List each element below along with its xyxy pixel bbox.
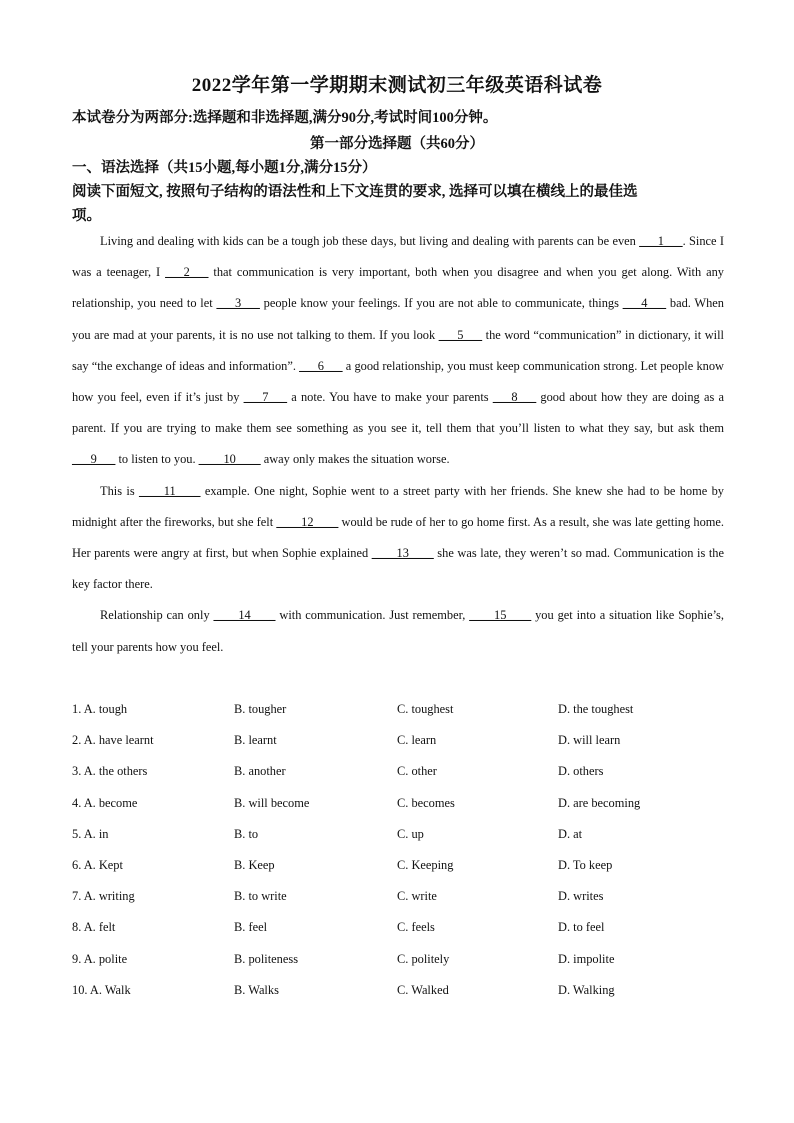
option-c[interactable]: C. Walked	[397, 982, 449, 997]
option-a[interactable]	[72, 920, 234, 935]
question-row	[72, 912, 732, 943]
passage-text: Relationship can only	[100, 608, 214, 623]
option-a[interactable]	[72, 796, 234, 811]
passage-text: people know your feelings. If you are not able to communicate, things	[259, 296, 623, 311]
part-title: 第一部分选择题（共60分）	[310, 136, 484, 152]
option-a[interactable]	[72, 983, 234, 998]
option-d[interactable]: D. others	[558, 764, 604, 779]
answer-blank: ____13____	[371, 546, 434, 561]
option-b[interactable]: B. another	[234, 764, 286, 779]
answer-blank: ____14____	[213, 608, 276, 623]
passage-text: . Since I was a teenager, I	[72, 234, 724, 280]
option-d[interactable]: D. impolite	[558, 951, 615, 966]
option-c[interactable]: C. becomes	[397, 795, 455, 810]
passage-text: she was late, they weren’t so mad. Communication is the key factor there.	[72, 546, 724, 592]
option-d[interactable]: D. at	[558, 826, 583, 841]
question-number: 9. A.	[72, 951, 99, 966]
answer-blank: ___8___	[492, 390, 537, 405]
option-b[interactable]: B. to	[234, 826, 259, 841]
answer-blank: ___7___	[243, 390, 288, 405]
answer-blank: ____15____	[469, 608, 532, 623]
exam-title: 2022学年第一学期期末测试初三年级英语科试卷	[191, 75, 603, 96]
question-number: 3. A.	[72, 764, 99, 779]
option-c[interactable]: C. politely	[397, 951, 450, 966]
passage-text: the word “communication” in dictionary, it will say “the exchange of ideas and information”.	[72, 327, 724, 373]
option-c[interactable]: C. toughest	[397, 702, 454, 717]
option-d[interactable]: D. will learn	[558, 733, 621, 748]
answer-blank: ____10____	[198, 452, 261, 467]
question-number: 4. A.	[72, 795, 99, 810]
option-b[interactable]: B. Walks	[234, 982, 279, 997]
instruction-line-1: 阅读下面短文, 按照句子结构的语法性和上下文连贯的要求, 选择可以填在横线上的最佳选	[72, 184, 638, 200]
question-row	[72, 944, 732, 975]
question-row	[72, 850, 732, 881]
passage-text: to listen to you.	[115, 452, 199, 467]
passage-text: a good relationship, you must keep communication strong. Let people know how you feel, even if it’s just by	[72, 358, 724, 405]
reading-passage	[72, 226, 724, 663]
answer-blank: ____11____	[138, 483, 201, 498]
instruction-line-2: 项。	[72, 208, 101, 224]
option-a-text: in	[98, 826, 109, 841]
answer-blank: ___3___	[216, 296, 260, 311]
answer-blank: ___2___	[165, 265, 209, 280]
option-b[interactable]: B. learnt	[234, 733, 277, 748]
passage-text: with communication. Just remember,	[275, 608, 470, 623]
question-row	[72, 788, 732, 819]
question-number: 5. A.	[72, 826, 99, 841]
answer-options	[72, 694, 732, 1006]
passage-text: Living and dealing with kids can be a tough job these days, but living and dealing with parents can be even	[100, 234, 640, 248]
option-a[interactable]	[72, 733, 234, 748]
option-b[interactable]: B. politeness	[234, 951, 299, 966]
option-a[interactable]	[72, 827, 234, 842]
passage-text: away only makes the situation worse.	[260, 452, 450, 467]
answer-blank: ___4___	[622, 296, 667, 311]
option-a[interactable]	[72, 889, 234, 904]
exam-intro: 本试卷分为两部分:选择题和非选择题,满分90分,考试时间100分钟。	[72, 110, 498, 126]
option-d[interactable]: D. to feel	[558, 920, 605, 935]
passage-paragraph-1	[72, 226, 724, 476]
passage-text: that communication is very important, both when you disagree and when you get along. With any relationship, you need to let	[72, 265, 724, 311]
option-d[interactable]: D. writes	[558, 889, 604, 904]
passage-text: would be rude of her to go home first. As a result, she was late getting home. Her parents were angry at first, but when Sophie explained	[72, 514, 725, 561]
option-c[interactable]: C. write	[397, 889, 437, 904]
question-number: 6. A.	[72, 858, 99, 873]
question-number: 10. A.	[72, 982, 105, 997]
question-row	[72, 819, 732, 850]
passage-text: This is	[100, 483, 139, 498]
question-row	[72, 881, 732, 912]
option-a-text: become	[98, 795, 138, 810]
option-c[interactable]: C. other	[397, 764, 437, 779]
option-d[interactable]: D. the toughest	[558, 702, 634, 717]
option-b[interactable]: B. will become	[234, 795, 310, 810]
passage-text: a note. You have to make your parents	[287, 390, 493, 405]
option-d[interactable]: D. are becoming	[558, 795, 641, 810]
option-a-text: felt	[98, 920, 116, 935]
question-row	[72, 694, 732, 725]
option-a-text: have learnt	[98, 733, 154, 748]
answer-blank: ___1___	[639, 234, 683, 248]
option-a-text: Walk	[104, 982, 131, 997]
option-d[interactable]: D. To keep	[558, 858, 613, 873]
answer-blank: ___6___	[299, 358, 343, 373]
question-row	[72, 975, 732, 1006]
question-row	[72, 756, 732, 787]
option-a-text: polite	[98, 951, 128, 966]
passage-paragraph-2	[72, 476, 724, 601]
option-b[interactable]: B. feel	[234, 920, 268, 935]
passage-text: bad. When you are mad at your parents, it is no use not talking to them. If you look	[72, 296, 724, 342]
passage-text: good about how they are doing as a parent. If you are trying to make them see something as you see it, tell them that you’ll listen to what they say, but ask them	[72, 390, 724, 436]
option-c[interactable]: C. feels	[397, 920, 435, 935]
question-row	[72, 725, 732, 756]
option-d[interactable]: D. Walking	[558, 982, 615, 997]
option-b[interactable]: B. tougher	[234, 702, 287, 717]
section-title: 一、语法选择（共15小题,每小题1分,满分15分）	[72, 160, 377, 176]
option-a[interactable]	[72, 764, 234, 779]
option-a-text: writing	[98, 889, 135, 904]
answer-blank: ____12____	[276, 514, 339, 529]
question-number: 7. A.	[72, 889, 99, 904]
option-a[interactable]	[72, 858, 234, 873]
answer-blank: ___9___	[72, 452, 116, 467]
passage-text: example. One night, Sophie went to a street party with her friends. She knew she had to be home by midnight after the fireworks, but she felt	[72, 483, 724, 529]
option-b[interactable]: B. Keep	[234, 858, 275, 873]
option-c[interactable]: C. up	[397, 826, 424, 841]
option-a-text: Kept	[98, 858, 123, 873]
passage-text: you get into a situation like Sophie’s, tell your parents how you feel.	[72, 608, 724, 654]
option-a-text: tough	[98, 702, 128, 717]
question-number: 2. A.	[72, 733, 99, 748]
question-number: 1. A.	[72, 702, 99, 717]
option-b[interactable]: B. to write	[234, 889, 287, 904]
option-a-text: the others	[98, 764, 148, 779]
option-a[interactable]	[72, 952, 234, 967]
option-a[interactable]	[72, 702, 234, 717]
answer-blank: ___5___	[438, 327, 483, 342]
option-c[interactable]: C. Keeping	[397, 858, 454, 873]
question-number: 8. A.	[72, 920, 99, 935]
option-c[interactable]: C. learn	[397, 733, 437, 748]
passage-paragraph-3	[72, 600, 724, 662]
